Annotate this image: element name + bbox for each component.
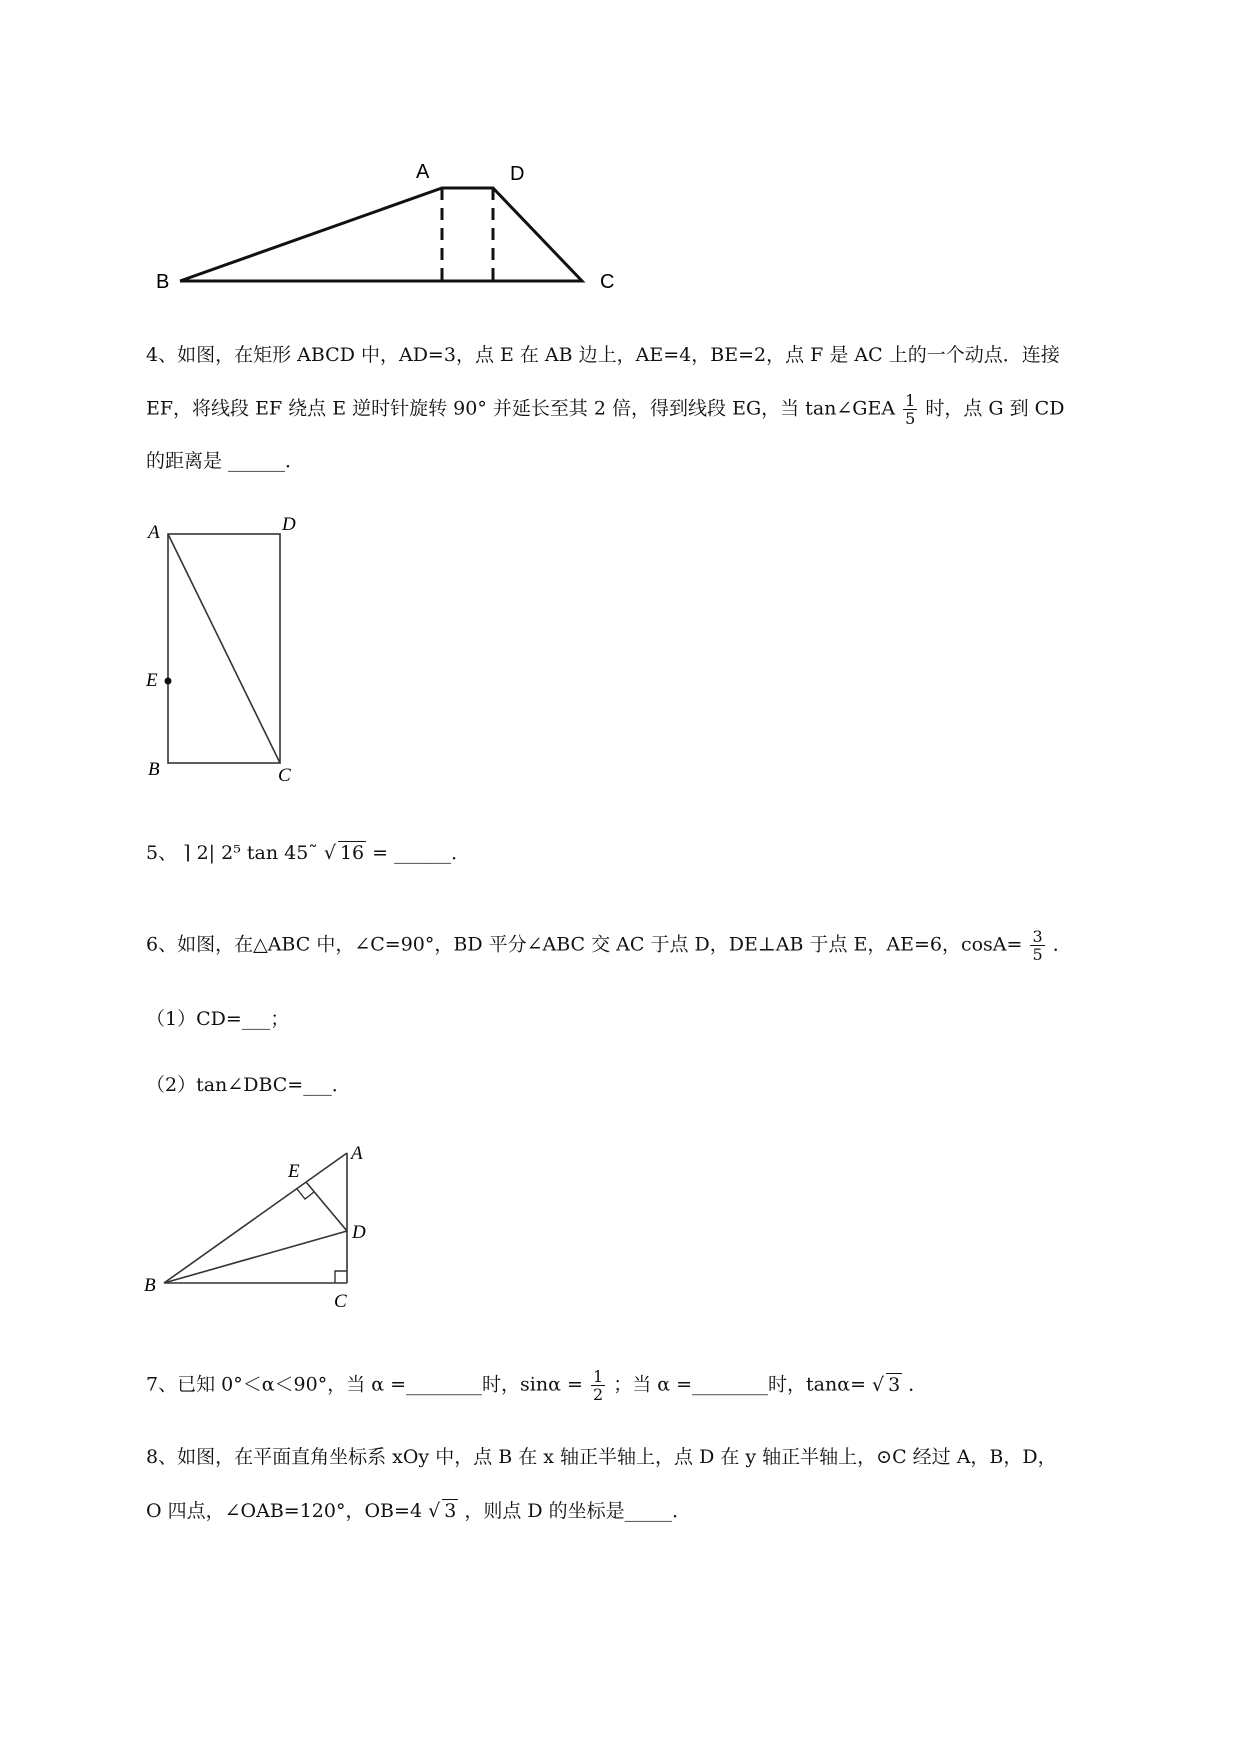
label-E: E: [288, 1161, 300, 1182]
q4-line2: [146, 392, 1064, 427]
label-B: B: [148, 759, 160, 780]
label-C: C: [278, 765, 291, 786]
q7-end: ．: [908, 1373, 928, 1396]
rectangle-figure: [140, 510, 310, 790]
q4-line3: 的距离是 ______．: [146, 450, 305, 472]
q8-line2: [146, 1496, 691, 1526]
q7-text-a: 7、已知 0°＜α＜90°，当 α =________时，sinα =: [146, 1373, 583, 1396]
label-A: A: [148, 522, 160, 543]
triangle-figure: [140, 1135, 380, 1315]
segment-BD: [164, 1231, 347, 1283]
right-angle-E: [297, 1189, 314, 1199]
q7-sqrt-content: 3: [888, 1373, 901, 1396]
label-C: C: [600, 271, 615, 293]
label-D: D: [352, 1222, 366, 1243]
trapezoid-outline: [180, 188, 582, 281]
q6-frac-num: 3: [1032, 927, 1043, 946]
q6-line1: [146, 928, 1072, 963]
q5-suffix: = ______．: [372, 842, 471, 864]
q8-sqrt: √ 3: [428, 1500, 457, 1522]
q6-sub1: （1）CD=___；: [146, 1008, 290, 1030]
diagonal-AC: [168, 534, 280, 763]
q4-line1: 4、如图，在矩形 ABCD 中，AD=3，点 E 在 AB 边上，AE=4，BE=2，点 F 是 AC 上的一个动点．连接: [146, 344, 1060, 366]
label-C: C: [334, 1291, 347, 1312]
q5-line: [146, 838, 470, 868]
trapezoid-figure: [150, 160, 630, 300]
q4-frac-num: 1: [905, 391, 916, 410]
side-AB: [164, 1153, 347, 1283]
label-D: D: [282, 514, 296, 535]
label-B: B: [156, 271, 170, 293]
q4-line2-a: EF，将线段 EF 绕点 E 逆时针旋转 90° 并延长至其 2 倍，得到线段 EG，当 tan∠GEA: [146, 397, 896, 420]
q6-sub2: （2）tan∠DBC=___．: [146, 1074, 351, 1096]
label-E: E: [146, 670, 158, 691]
q6-fraction: [1030, 928, 1044, 963]
label-A: A: [416, 161, 430, 183]
q5-sqrt: √ 16: [323, 842, 365, 864]
q7-text-b: ；当 α =________时，tanα=: [613, 1373, 866, 1396]
q4-frac-den: 5: [905, 409, 916, 428]
q7-sqrt: √ 3: [872, 1373, 901, 1396]
q8-text-a: O 四点，∠OAB=120°，OB=4: [146, 1500, 423, 1522]
q8-sqrt-content: 3: [444, 1500, 457, 1522]
q8-line1: 8、如图，在平面直角坐标系 xOy 中，点 B 在 x 轴正半轴上，点 D 在 y 轴正半轴上，⊙C 经过 A，B，D，: [146, 1446, 1057, 1468]
q7-frac-den: 2: [592, 1385, 604, 1404]
right-angle-C: [335, 1271, 347, 1283]
q7-fraction: [591, 1368, 605, 1403]
q8-text-b: ，则点 D 的坐标是_____．: [464, 1500, 692, 1522]
q5-expression: ⌉ 2| 2⁵ tan 45˜: [183, 842, 324, 864]
q5-prefix: 5、: [146, 842, 178, 864]
label-A: A: [351, 1143, 363, 1164]
q7-frac-num: 1: [592, 1367, 604, 1386]
q4-fraction: [903, 392, 917, 427]
segment-DE: [306, 1182, 347, 1231]
point-E: [165, 678, 172, 685]
q4-line2-b: 时，点 G 到 CD: [925, 397, 1065, 420]
q6-end: ．: [1052, 933, 1072, 956]
q6-frac-den: 5: [1032, 945, 1043, 964]
label-D: D: [510, 163, 525, 185]
q5-sqrt-content: 16: [339, 842, 365, 864]
label-B: B: [144, 1275, 156, 1296]
q6-text: 6、如图，在△ABC 中，∠C=90°，BD 平分∠ABC 交 AC 于点 D，DE⊥AB 于点 E，AE=6，cosA=: [146, 933, 1023, 956]
q7-line: [146, 1368, 927, 1403]
